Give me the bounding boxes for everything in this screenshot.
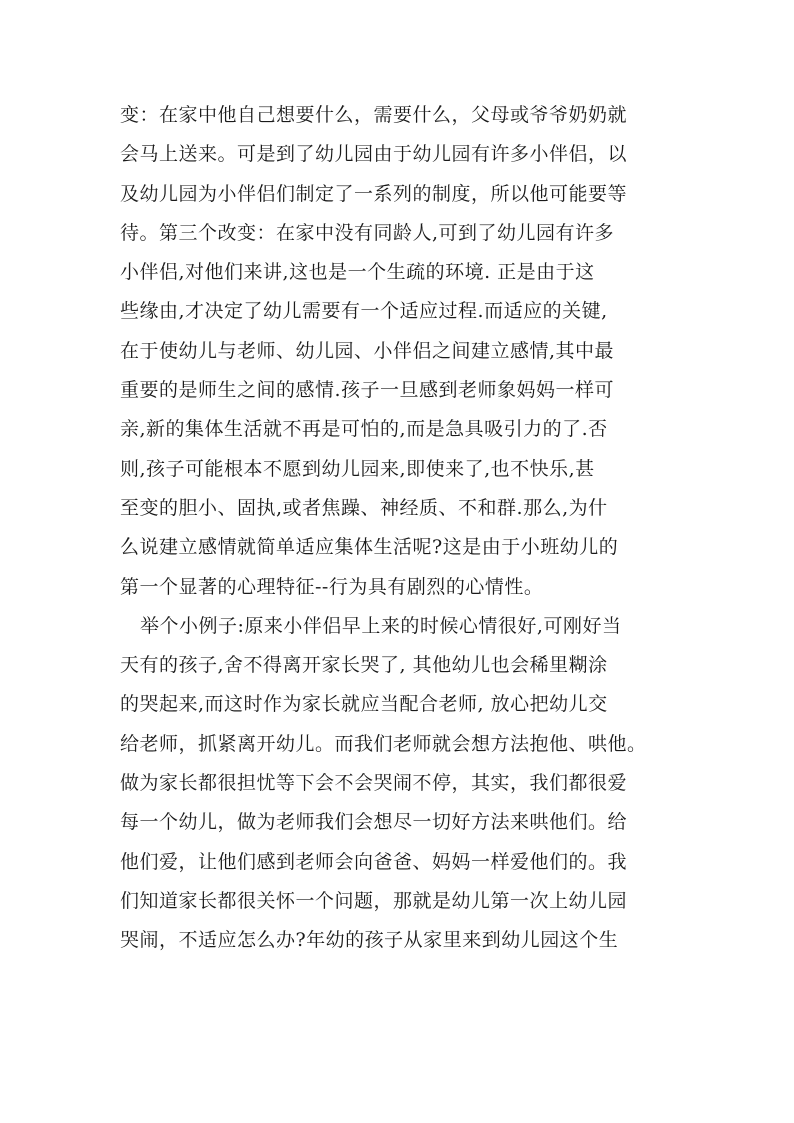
text-line: 些缘由,才决定了幼儿需要有一个适应过程.而适应的关键, [120,300,608,323]
text-line: 待。第三个改变：在家中没有同龄人,可到了幼儿园有许多 [120,221,615,244]
text-line: 变：在家中他自己想要什么，需要什么，父母或爷爷奶奶就 [120,104,628,126]
body-text [120,96,680,961]
text-line: 们知道家长都很关怀一个问题，那就是幼儿第一次上幼儿园 [120,889,628,912]
text-line: 亲,新的集体生活就不再是可怕的,而是急具吸引力的了.否 [120,418,608,441]
text-line: 及幼儿园为小伴侣们制定了一系列的制度，所以他可能要等 [120,182,628,205]
text-line: 则,孩子可能根本不愿到幼儿园来,即使来了,也不快乐,甚 [120,457,595,480]
text-line: 他们爱，让他们感到老师会向爸爸、妈妈一样爱他们的。我 [120,850,628,873]
text-line: 哭闹，不适应怎么办?年幼的孩子从家里来到幼儿园这个生 [120,929,619,952]
text-line: 小伴侣,对他们来讲,这也是一个生疏的环境. 正是由于这 [120,261,595,284]
text-line: 至变的胆小、固执,或者焦躁、神经质、不和群.那么,为什 [120,496,608,519]
text-line: 重要的是师生之间的感情.孩子一旦感到老师象妈妈一样可 [120,379,615,402]
text-line: 第一个显著的心理特征--行为具有剧烈的心情性。 [120,575,544,598]
text-line: 每一个幼儿，做为老师我们会想尽一切好方法来哄他们。给 [120,811,628,834]
paragraph-1 [120,96,680,607]
text-line: 的哭起来,而这时作为家长就应当配合老师, 放心把幼儿交 [120,693,608,716]
text-line: 会马上送来。可是到了幼儿园由于幼儿园有许多小伴侣，以 [120,143,628,166]
text-line: 给老师，抓紧离开幼儿。而我们老师就会想方法抱他、哄他。 [120,732,647,755]
paragraph-2 [120,607,680,961]
text-line: 举个小例子:原来小伴侣早上来的时候心情很好,可刚好当 [140,614,622,637]
text-line: 做为家长都很担忧等下会不会哭闹不停，其实，我们都很爱 [120,772,628,795]
text-line: 天有的孩子,舍不得离开家长哭了, 其他幼儿也会稀里糊涂 [120,654,608,677]
text-line: 么说建立感情就简单适应集体生活呢?这是由于小班幼儿的 [120,536,619,559]
text-line: 在于使幼儿与老师、幼儿园、小伴侣之间建立感情,其中最 [120,339,615,362]
